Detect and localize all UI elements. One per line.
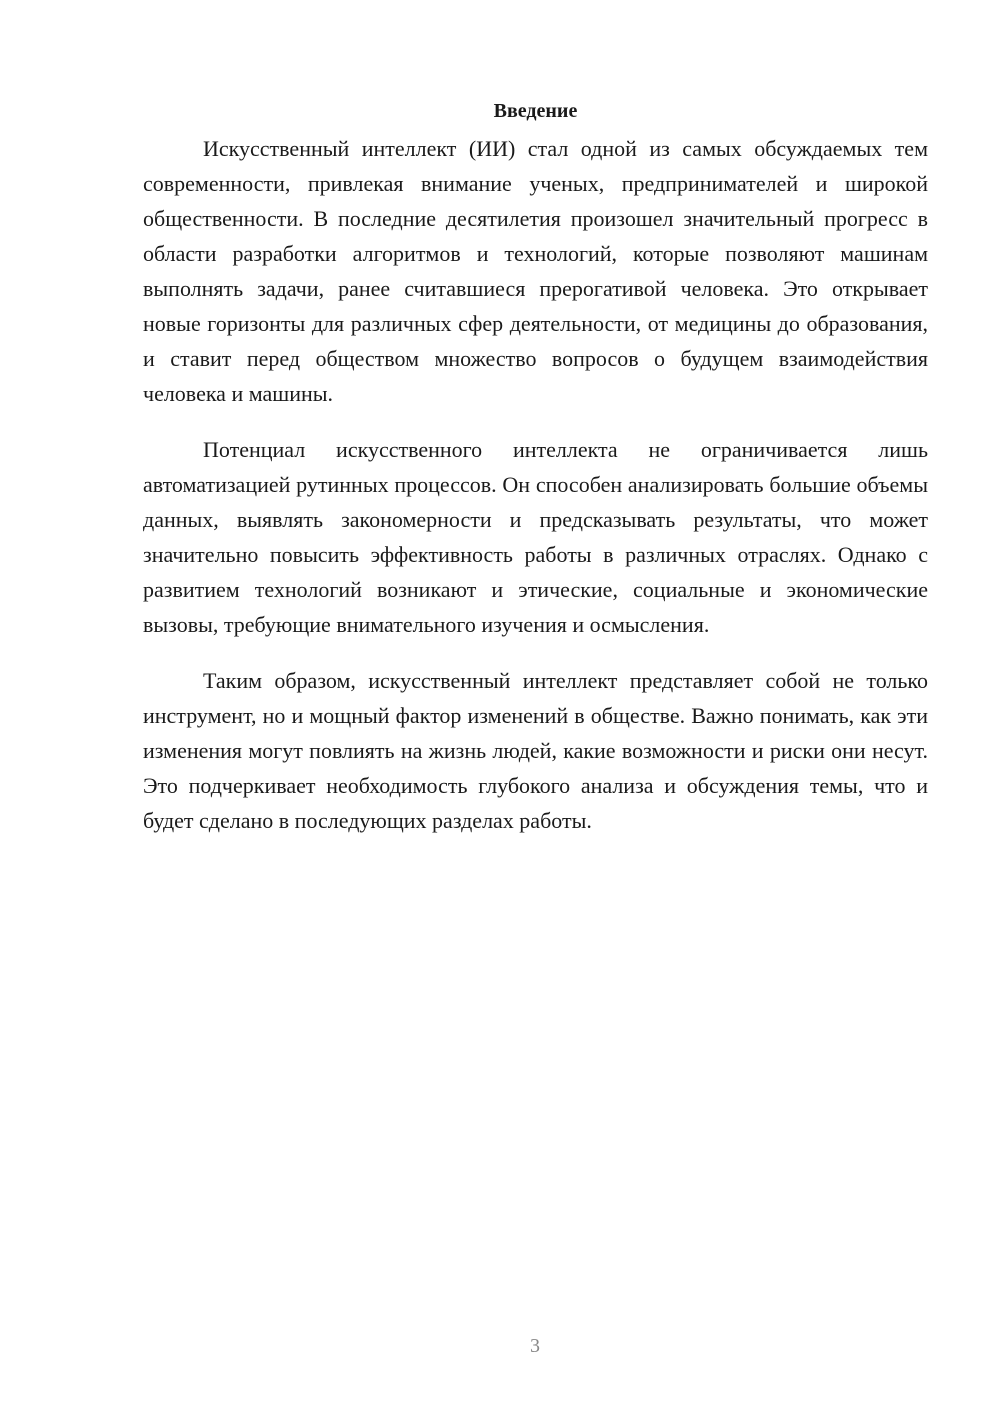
page-content <box>143 96 928 859</box>
page-number: 3 <box>530 1335 540 1357</box>
paragraph-2: Потенциал искусственного интеллекта не ограничивается лишь автоматизацией рутинных процессов. Он способен анализировать большие объемы данных, выявлять закономерности и предсказывать результаты, что может значительно повысить эффективность работы в различных отраслях. Однако с развитием технологий возникают и этические, социальные и экономические вызовы, требующие внимательного изучения и осмысления. <box>143 437 928 637</box>
paragraph-3: Таким образом, искусственный интеллект представляет собой не только инструмент, но и мощный фактор изменений в обществе. Важно понимать, как эти изменения могут повлиять на жизнь людей, какие возможности и риски они несут. Это подчеркивает необходимость глубокого анализа и обсуждения темы, что и будет сделано в последующих разделах работы. <box>143 668 928 833</box>
section-heading: Введение <box>493 100 578 122</box>
paragraph-1: Искусственный интеллект (ИИ) стал одной из самых обсуждаемых тем современности, привлекая внимание ученых, предпринимателей и широкой общественности. В последние десятилетия произошел значительный прогресс в области разработки алгоритмов и технологий, которые позволяют машинам выполнять задачи, ранее считавшиеся прерогативой человека. Это открывает новые горизонты для различных сфер деятельности, от медицины до образования, и ставит перед обществом множество вопросов о будущем взаимодействия человека и машины. <box>143 136 928 406</box>
